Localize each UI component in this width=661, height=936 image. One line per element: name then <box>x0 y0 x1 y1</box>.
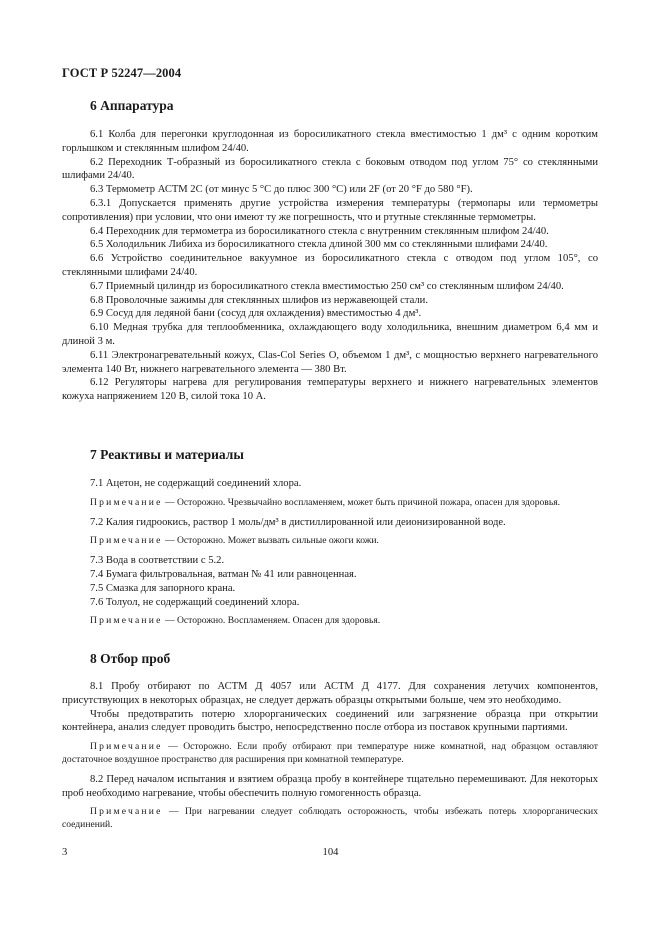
para-6-12: 6.12 Регуляторы нагрева для регулирования температуры верхнего и нижнего нагревательных элементов кожуха напряжением 120 В, силой тока 10 А. <box>62 377 598 403</box>
note-label: Примечание <box>90 615 163 627</box>
para-6-5: 6.5 Холодильник Либиха из боросиликатного стекла длиной 300 мм со стеклянными шлифами 24/40. <box>90 239 548 251</box>
para-6-8: 6.8 Проволочные зажимы для стеклянных шлифов из нержавеющей стали. <box>90 294 428 306</box>
para-6-1: 6.1 Колба для перегонки круглодонная из боросиликатного стекла вместимостью 1 дм³ с одним коротким горлышком и стеклянным шлифом 24/40. <box>62 129 598 154</box>
para-8-1b: Чтобы предотвратить потерю хлорорганических соединений или загрязнение образца при открытии контейнера, анализ следует проводить быстро, непосредственно после отбора из поставок крупными партиями. <box>62 708 598 734</box>
note-7-1 <box>62 497 598 510</box>
footer-left-number: 3 <box>62 847 68 858</box>
note-text: — Осторожно. Если пробу отбирают при температуре ниже комнатной, над образцом оставляют достаточное воздушное пространство для расширения при комнатной температуре. <box>62 741 598 765</box>
page-number: 104 <box>322 847 339 858</box>
note-label: Примечание <box>90 535 163 547</box>
para-7-3: 7.3 Вода в соответствии с 5.2. <box>90 555 225 567</box>
para-7-4: 7.4 Бумага фильтровальная, ватман № 41 или равноценная. <box>90 568 357 580</box>
note-label: Примечание <box>90 741 163 753</box>
para-8-2: 8.2 Перед началом испытания и взятием образца пробу в контейнере тщательно перемешивают. Для некоторых проб необходимо нагревание, чтобы обеспечить полную гомогенность образца. <box>62 773 598 799</box>
note-7-2 <box>62 535 598 548</box>
para-6-2: 6.2 Переходник Т-образный из боросиликатного стекла с боковым отводом под углом 75° со стеклянными шлифами 24/40. <box>62 156 598 182</box>
para-8-1: 8.1 Пробу отбирают по АСТМ Д 4057 или АСТМ Д 4177. Для сохранения летучих компонентов, присутствующих в некоторых образцах, не следует держать образцы открытыми больше, чем это необходимо. <box>62 681 598 706</box>
section-7 <box>62 447 598 628</box>
para-6-4: 6.4 Переходник для термометра из боросиликатного стекла с внутренним стеклянным шлифом 24/40. <box>90 225 549 237</box>
note-text: — Осторожно. Воспламеняем. Опасен для здоровья. <box>162 615 381 627</box>
note-label: Примечание <box>90 496 163 508</box>
section-8-title: 8 Отбор проб <box>90 651 171 666</box>
para-7-2: 7.2 Калия гидроокись, раствор 1 моль/дм³ в дистиллированной или деионизированной воде. <box>90 516 506 528</box>
para-7-5: 7.5 Смазка для запорного крана. <box>90 582 236 594</box>
para-6-3-1: 6.3.1 Допускается применять другие устройства измерения температуры (термопары или термометры сопротивления) при условии, что они имеют ту же погрешность, что и ртутные стеклянные термометры. <box>62 197 598 223</box>
note-7-6 <box>62 615 598 628</box>
para-6-7: 6.7 Приемный цилиндр из боросиликатного стекла вместимостью 250 см³ со стеклянным шлифом 24/40. <box>90 280 564 292</box>
note-8-2 <box>62 806 598 832</box>
para-7-6: 7.6 Толуол, не содержащий соединений хлора. <box>90 596 300 608</box>
para-6-9: 6.9 Сосуд для ледяной бани (сосуд для охлаждения) вместимостью 4 дм³. <box>90 308 422 320</box>
standard-header: ГОСТ Р 52247—2004 <box>62 66 182 80</box>
para-6-6: 6.6 Устройство соединительное вакуумное из боросиликатного стекла с отводом под углом 105°, со стеклянными шлифами 24/40. <box>62 253 598 278</box>
section-6 <box>62 98 598 404</box>
note-text: — Осторожно. Может вызвать сильные ожоги кожи. <box>162 535 379 547</box>
para-6-11: 6.11 Электронагревательный кожух, Clas-Col Series O, объемом 1 дм³, с мощностью верхнего нагревательного элемента 140 Вт, нижнего нагревательного элемента — 380 Вт. <box>62 349 598 375</box>
para-7-1: 7.1 Ацетон, не содержащий соединений хлора. <box>90 478 302 489</box>
note-label: Примечание <box>90 806 163 818</box>
note-text: — Осторожно. Чрезвычайно воспламеняем, может быть причиной пожара, опасен для здоровья. <box>162 496 561 508</box>
section-6-title: 6 Аппаратура <box>90 98 174 113</box>
note-text: — При нагревании следует соблюдать осторожность, чтобы избежать потерь хлорорганических соединений. <box>62 806 598 831</box>
note-8-1 <box>62 741 598 767</box>
section-7-title: 7 Реактивы и материалы <box>90 447 244 462</box>
section-8 <box>62 651 598 832</box>
para-6-10: 6.10 Медная трубка для теплообменника, охлаждающего воду холодильника, внешним диаметром 6,4 мм и длиной 3 м. <box>62 322 598 347</box>
para-6-3: 6.3 Термометр АСТМ 2С (от минус 5 °С до плюс 300 °С) или 2F (от 20 °F до 580 °F). <box>90 184 473 196</box>
